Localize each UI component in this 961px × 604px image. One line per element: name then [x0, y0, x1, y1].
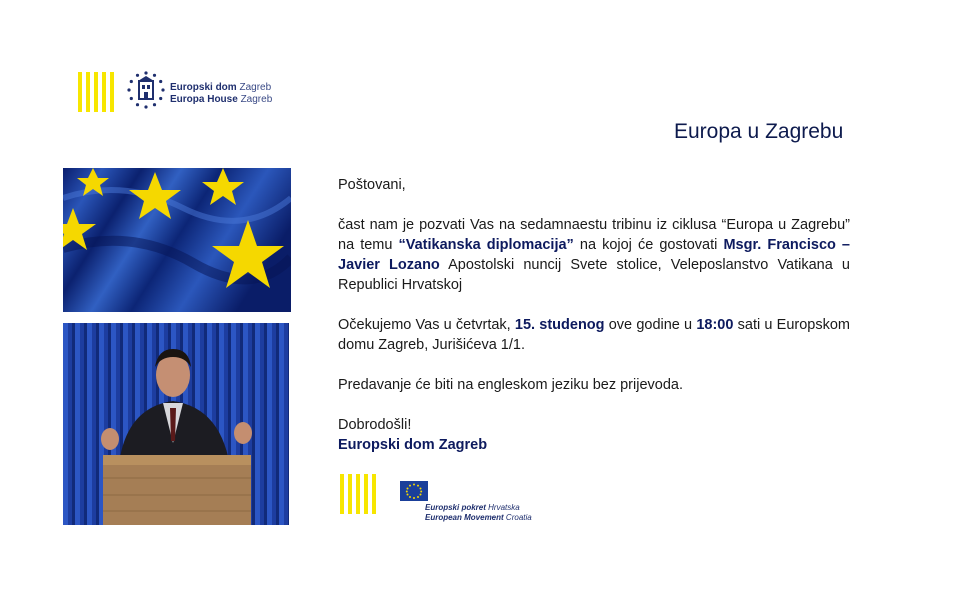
bottom-logos — [340, 474, 560, 524]
invitation-letter — [338, 175, 850, 455]
eu-flag-photo — [63, 168, 291, 312]
logo-text — [170, 82, 272, 106]
date-paragraph — [338, 315, 850, 355]
invitation-text-b: na kojoj će gostovati — [573, 237, 724, 253]
date-text-c: sati u Europskom domu Zagreb, Jurišićeva 1/1. — [338, 317, 850, 353]
eu-flag-icon — [400, 481, 428, 501]
greeting: Poštovani, — [338, 177, 406, 193]
yellow-stripes — [340, 474, 376, 514]
guest-name: Msgr. Francisco – Javier Lozano — [338, 237, 850, 273]
logo-line2-bold: Europa House — [170, 94, 238, 105]
page-title: Europa u Zagrebu — [674, 120, 844, 143]
invitation-text-a: čast nam je pozvati Vas na sedamnaestu tribinu iz ciklusa “Europa u Zagrebu” na temu — [338, 217, 850, 253]
europski-dom-logo — [78, 68, 278, 114]
europski-dom-emblem-icon — [126, 70, 166, 110]
logo-line2-light: Zagreb — [240, 94, 273, 105]
movement-line2-bold: European Movement — [425, 513, 504, 522]
logo-line1-light: Zagreb — [239, 82, 272, 93]
topic-title: “Vatikanska diplomacija” — [398, 237, 574, 253]
language-note: Predavanje će biti na engleskom jeziku bez prijevoda. — [338, 377, 683, 393]
date-text-a: Očekujemo Vas u četvrtak, — [338, 317, 515, 333]
yellow-stripes — [78, 72, 114, 112]
event-date: 15. studenog — [514, 317, 605, 333]
movement-line1-light: Hrvatska — [488, 503, 520, 512]
movement-line2-light: Croatia — [505, 513, 532, 522]
date-text-b: ove godine u — [604, 317, 697, 333]
welcome-text: Dobrodošli! — [338, 417, 412, 433]
event-time: 18:00 — [696, 317, 734, 333]
movement-line1-bold: Europski pokret — [425, 503, 486, 512]
invitation-paragraph — [338, 215, 850, 295]
logo-line1-bold: Europski dom — [170, 82, 237, 93]
signature: Europski dom Zagreb — [338, 437, 488, 453]
speaker-photo — [63, 323, 289, 525]
invitation-text-c: Apostolski nuncij Svete stolice, Veleposlanstvo Vatikana u Republici Hrvatskoj — [338, 257, 850, 293]
european-movement-text — [425, 503, 532, 523]
